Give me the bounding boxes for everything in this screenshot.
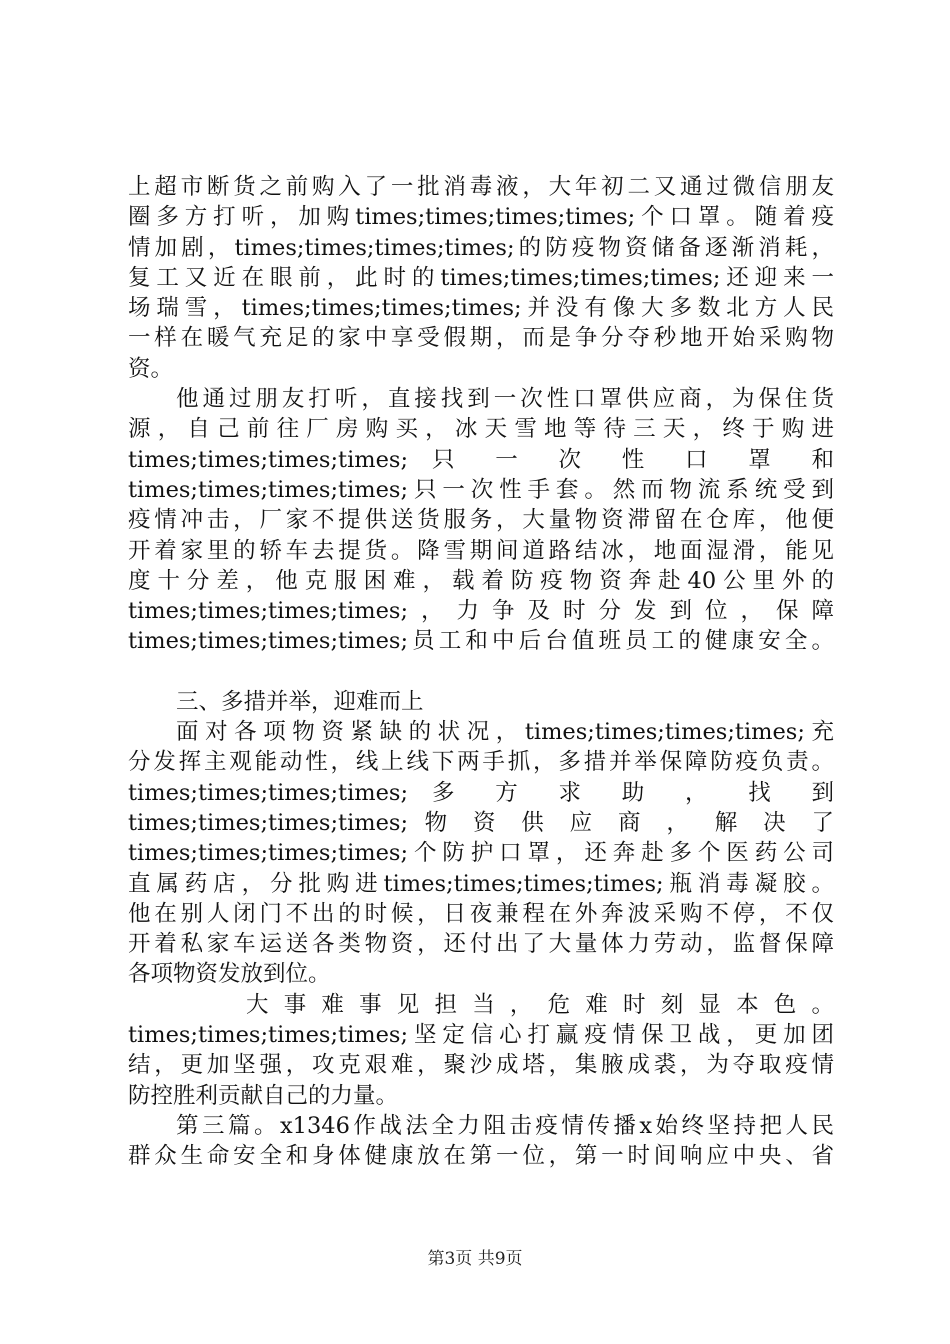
text-line: 结，更加坚强，攻克艰难，聚沙成塔，集腋成裘，为夺取疫情 [128, 1052, 834, 1079]
text-line: times;times;times;times;只一次性手套。然而物流系统受到 [128, 476, 834, 503]
document-body [128, 172, 834, 1172]
text-line: 开着私家车运送各类物资，还付出了大量体力劳动，监督保障 [128, 931, 834, 958]
text-line: 情加剧，times;times;times;times;的防疫物资储备逐渐消耗， [128, 234, 834, 261]
text-line: times;times;times;times; 多 方 求 助 ， 找 到 [128, 779, 834, 806]
text-line: times;times;times;times; 物 资 供 应 商 ， 解 决 了 [128, 809, 834, 836]
text-line: 资。 [128, 355, 174, 382]
text-line: 一样在暖气充足的家中享受假期，而是争分夺秒地开始采购物 [128, 325, 834, 352]
text-line: 面对各项物资紧缺的状况，times;times;times;times;充 [176, 719, 834, 746]
text-line: 圈多方打听，加购times;times;times;times;个口罩。随着疫 [128, 204, 834, 231]
paragraph-gap [128, 657, 834, 687]
text-line: 度十分差，他克服困难，载着防疫物资奔赴40公里外的 [128, 567, 834, 594]
text-line: 大事难事见担当，危难时刻显本色。 [246, 991, 834, 1018]
text-line: 防控胜利贡献自己的力量。 [128, 1082, 399, 1109]
text-line: 分发挥主观能动性，线上线下两手抓，多措并举保障防疫负责。 [128, 749, 834, 776]
text-line: 开着家里的轿车去提货。降雪期间道路结冰，地面湿滑，能见 [128, 537, 834, 564]
section-heading: 三、多措并举，迎难而上 [176, 688, 424, 715]
text-line: 各项物资发放到位。 [128, 961, 331, 988]
text-line: 他在别人闭门不出的时候，日夜兼程在外奔波采购不停，不仅 [128, 900, 834, 927]
text-line: 上超市断货之前购入了一批消毒液，大年初二又通过微信朋友 [128, 174, 834, 200]
page-number-footer: 第3页 共9页 [427, 1249, 523, 1269]
text-line: times;times;times;times;，力争及时分发到位，保障 [128, 598, 834, 625]
text-line: times;times;times;times;员工和中后台值班员工的健康安全。 [128, 628, 834, 655]
text-line: 群众生命安全和身体健康放在第一位，第一时间响应中央、省 [128, 1143, 834, 1170]
text-line: times;times;times;times;个防护口罩，还奔赴多个医药公司 [128, 840, 834, 867]
text-line: 复工又近在眼前，此时的times;times;times;times;还迎来一 [128, 264, 834, 291]
text-line: 他通过朋友打听，直接找到一次性口罩供应商，为保住货 [176, 386, 834, 413]
text-line: 疫情冲击，厂家不提供送货服务，大量物资滞留在仓库，他便 [128, 507, 834, 534]
text-line: 源，自己前往厂房购买，冰天雪地等待三天，终于购进 [128, 416, 834, 443]
text-line: 场瑞雪，times;times;times;times;并没有像大多数北方人民 [128, 295, 834, 322]
text-line: 第三篇。x1346作战法全力阻击疫情传播x始终坚持把人民 [176, 1112, 834, 1139]
text-line: times;times;times;times;坚定信心打赢疫情保卫战，更加团 [128, 1022, 834, 1049]
text-line: 直属药店，分批购进times;times;times;times;瓶消毒凝胶。 [128, 870, 834, 897]
text-line: times;times;times;times; 只 一 次 性 口 罩 和 [128, 446, 834, 473]
